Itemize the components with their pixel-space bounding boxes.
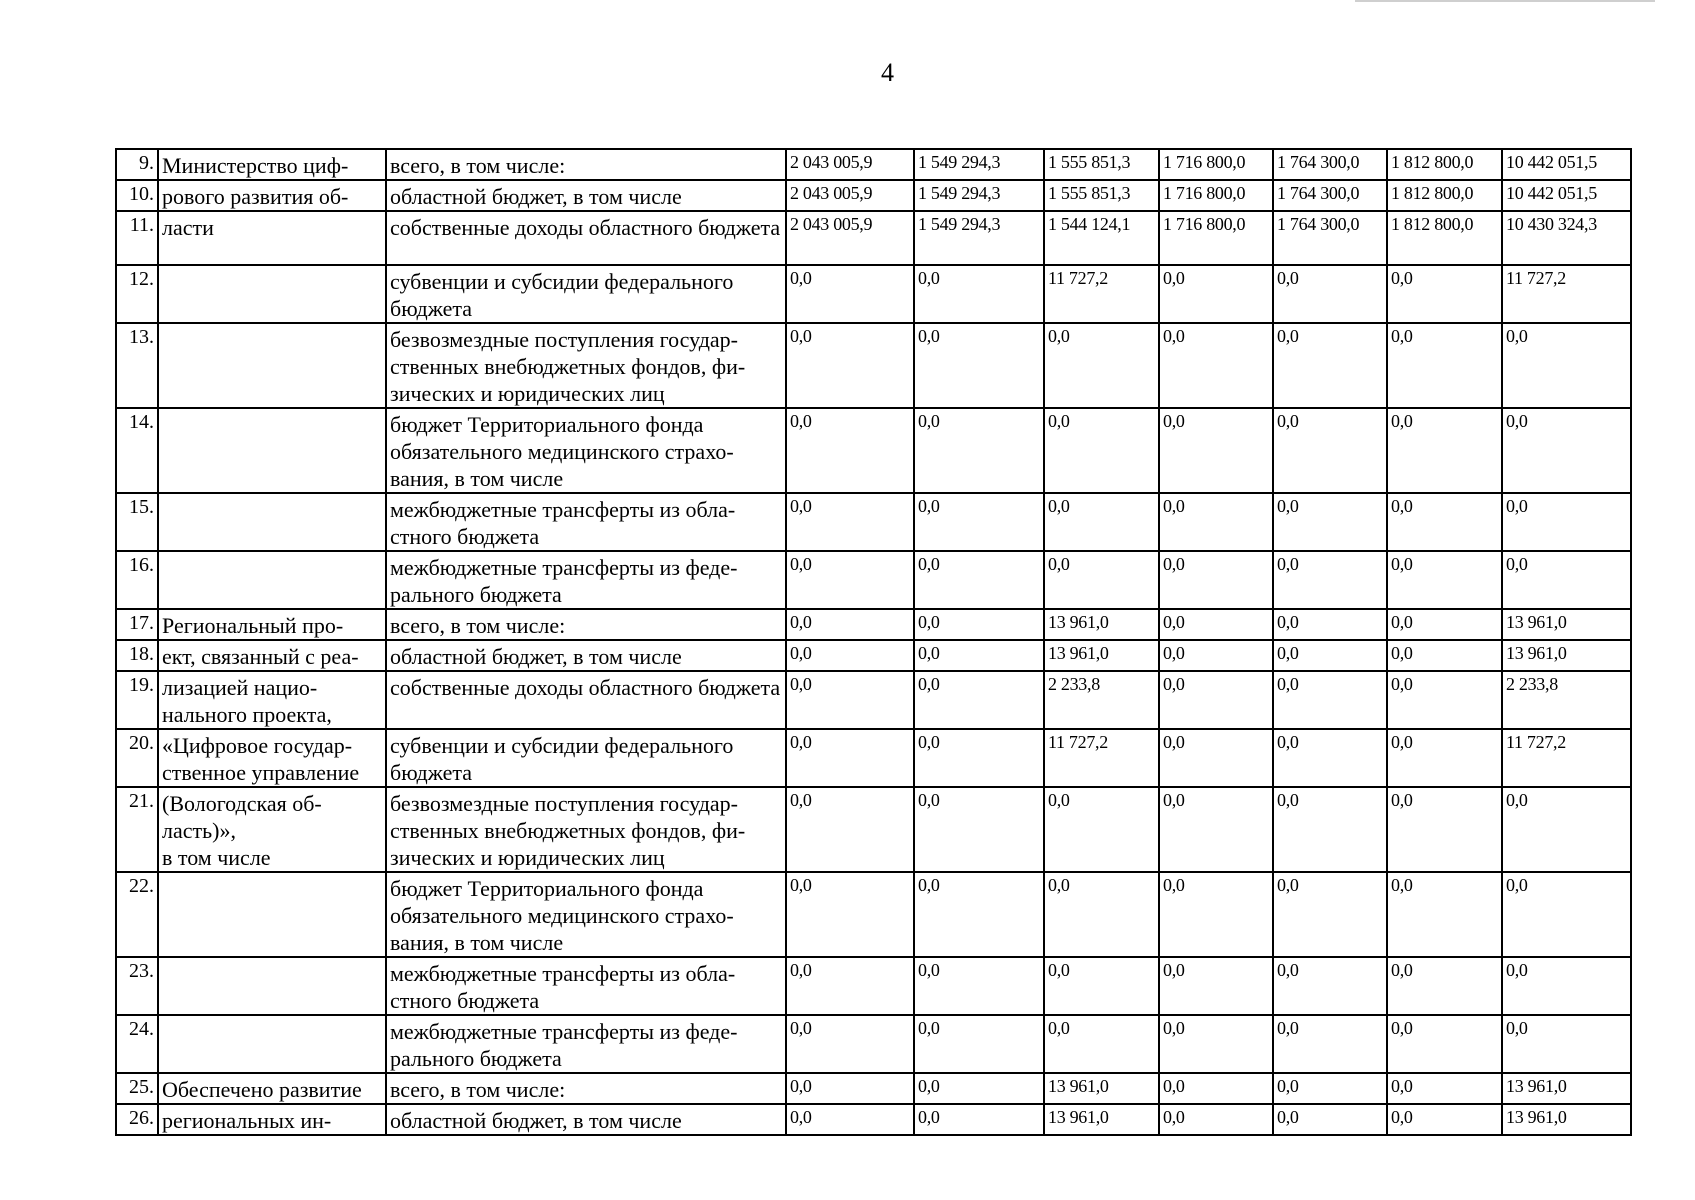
total-value: 0,0: [1502, 493, 1631, 551]
total-value: 0,0: [1502, 957, 1631, 1015]
year-value: 13 961,0: [1044, 1073, 1159, 1104]
year-value: 0,0: [1159, 872, 1273, 957]
year-value: 0,0: [1273, 787, 1387, 872]
year-value: 0,0: [1159, 1015, 1273, 1073]
program-name-cell: [158, 149, 386, 180]
year-value: 0,0: [914, 1015, 1044, 1073]
year-value: 0,0: [1044, 551, 1159, 609]
row-number: 17.: [116, 609, 158, 640]
table-row: [116, 787, 1631, 872]
program-name-line: Министерство циф-: [162, 153, 349, 178]
total-value: 13 961,0: [1502, 640, 1631, 671]
program-name-cell: [158, 265, 386, 323]
program-name-cell: [158, 1015, 386, 1073]
page-number: 4: [881, 58, 894, 87]
year-value: 0,0: [914, 408, 1044, 493]
program-name-line: ект, связанный с реа-: [162, 644, 359, 669]
year-value: 0,0: [786, 729, 914, 787]
program-name-cell: [158, 408, 386, 493]
year-value: 0,0: [1159, 1073, 1273, 1104]
total-value: 11 727,2: [1502, 729, 1631, 787]
year-value: 1 764 300,0: [1273, 180, 1387, 211]
funding-source: всего, в том числе:: [386, 609, 786, 640]
funding-source: областной бюджет, в том числе: [386, 180, 786, 211]
year-value: 0,0: [1044, 408, 1159, 493]
table-row: [116, 551, 1631, 609]
year-value: 0,0: [1273, 1015, 1387, 1073]
year-value: 0,0: [1044, 872, 1159, 957]
program-name-line: ласть)»,: [162, 818, 236, 843]
year-value: 0,0: [786, 640, 914, 671]
year-value: 0,0: [914, 640, 1044, 671]
row-number: 24.: [116, 1015, 158, 1073]
program-name-line: в том числе: [162, 845, 271, 870]
year-value: 0,0: [1044, 493, 1159, 551]
row-number: 19.: [116, 671, 158, 729]
funding-source: областной бюджет, в том числе: [386, 640, 786, 671]
program-name-line: «Цифровое государ-: [162, 733, 353, 758]
total-value: 2 233,8: [1502, 671, 1631, 729]
year-value: 1 716 800,0: [1159, 180, 1273, 211]
program-name-line: региональных ин-: [162, 1108, 332, 1133]
year-value: 0,0: [1159, 957, 1273, 1015]
program-name-line: нального проекта,: [162, 702, 332, 727]
year-value: 1 555 851,3: [1044, 180, 1159, 211]
row-number: 21.: [116, 787, 158, 872]
table-row: [116, 180, 1631, 211]
funding-source: бюджет Территориального фонда обязательного медицинского страхо-вания, в том числе: [386, 872, 786, 957]
year-value: 0,0: [914, 872, 1044, 957]
year-value: 1 716 800,0: [1159, 149, 1273, 180]
program-name-cell: [158, 671, 386, 729]
total-value: 0,0: [1502, 551, 1631, 609]
program-name-line: Обеспечено развитие: [162, 1077, 362, 1102]
year-value: 1 812 800,0: [1387, 211, 1502, 265]
year-value: 0,0: [1387, 872, 1502, 957]
row-number: 23.: [116, 957, 158, 1015]
year-value: 0,0: [786, 671, 914, 729]
program-name-line: Региональный про-: [162, 613, 344, 638]
year-value: 1 812 800,0: [1387, 149, 1502, 180]
year-value: 0,0: [786, 957, 914, 1015]
year-value: 0,0: [914, 265, 1044, 323]
row-number: 20.: [116, 729, 158, 787]
year-value: 0,0: [1044, 787, 1159, 872]
year-value: 0,0: [786, 1104, 914, 1135]
funding-source: безвозмездные поступления государ-ственных внебюджетных фондов, фи-зических и юридических лиц: [386, 323, 786, 408]
total-value: 0,0: [1502, 408, 1631, 493]
program-name-cell: [158, 323, 386, 408]
year-value: 0,0: [1044, 323, 1159, 408]
program-name-cell: [158, 1073, 386, 1104]
scan-edge-mark: [1355, 0, 1655, 2]
program-name-cell: [158, 211, 386, 265]
year-value: 1 764 300,0: [1273, 211, 1387, 265]
program-name-cell: [158, 1104, 386, 1135]
program-name-line: ласти: [162, 215, 214, 240]
year-value: 0,0: [914, 729, 1044, 787]
year-value: 0,0: [1387, 323, 1502, 408]
funding-source: субвенции и субсидии федерального бюджета: [386, 729, 786, 787]
year-value: 0,0: [1273, 729, 1387, 787]
total-value: 13 961,0: [1502, 609, 1631, 640]
row-number: 10.: [116, 180, 158, 211]
year-value: 0,0: [786, 1073, 914, 1104]
program-name-cell: [158, 872, 386, 957]
table-row: [116, 408, 1631, 493]
table-body: [116, 149, 1631, 1135]
year-value: 0,0: [1273, 640, 1387, 671]
table-row: [116, 957, 1631, 1015]
year-value: 0,0: [1387, 671, 1502, 729]
program-name-line: рового развития об-: [162, 184, 349, 209]
year-value: 0,0: [1387, 551, 1502, 609]
year-value: 1 764 300,0: [1273, 149, 1387, 180]
year-value: 0,0: [1273, 408, 1387, 493]
year-value: 0,0: [1159, 729, 1273, 787]
year-value: 0,0: [1387, 957, 1502, 1015]
total-value: 0,0: [1502, 1015, 1631, 1073]
year-value: 2 043 005,9: [786, 149, 914, 180]
year-value: 0,0: [1159, 493, 1273, 551]
year-value: 0,0: [1273, 1104, 1387, 1135]
total-value: 10 442 051,5: [1502, 149, 1631, 180]
program-name-line: (Вологодская об-: [162, 791, 322, 816]
year-value: 0,0: [786, 1015, 914, 1073]
funding-source: субвенции и субсидии федерального бюджета: [386, 265, 786, 323]
year-value: 0,0: [1159, 323, 1273, 408]
total-value: 0,0: [1502, 787, 1631, 872]
year-value: 0,0: [914, 323, 1044, 408]
funding-source: всего, в том числе:: [386, 1073, 786, 1104]
year-value: 1 555 851,3: [1044, 149, 1159, 180]
year-value: 0,0: [1387, 493, 1502, 551]
year-value: 0,0: [786, 551, 914, 609]
table-row: [116, 609, 1631, 640]
total-value: 13 961,0: [1502, 1073, 1631, 1104]
year-value: 0,0: [1387, 1104, 1502, 1135]
year-value: 0,0: [914, 551, 1044, 609]
program-name-line: ственное управление: [162, 760, 360, 785]
year-value: 0,0: [1159, 265, 1273, 323]
year-value: 0,0: [1273, 1073, 1387, 1104]
total-value: 0,0: [1502, 323, 1631, 408]
year-value: 0,0: [786, 408, 914, 493]
year-value: 0,0: [1273, 323, 1387, 408]
year-value: 13 961,0: [1044, 640, 1159, 671]
year-value: 0,0: [1387, 265, 1502, 323]
year-value: 0,0: [1387, 729, 1502, 787]
year-value: 0,0: [1273, 265, 1387, 323]
year-value: 0,0: [914, 957, 1044, 1015]
year-value: 1 812 800,0: [1387, 180, 1502, 211]
year-value: 0,0: [1273, 609, 1387, 640]
year-value: 0,0: [1044, 1015, 1159, 1073]
table-row: [116, 729, 1631, 787]
year-value: 0,0: [1273, 671, 1387, 729]
row-number: 15.: [116, 493, 158, 551]
funding-source: бюджет Территориального фонда обязательного медицинского страхо-вания, в том числе: [386, 408, 786, 493]
year-value: 11 727,2: [1044, 729, 1159, 787]
table-row: [116, 149, 1631, 180]
year-value: 1 549 294,3: [914, 149, 1044, 180]
year-value: 0,0: [1273, 551, 1387, 609]
year-value: 0,0: [1387, 1073, 1502, 1104]
table-row: [116, 211, 1631, 265]
program-name-cell: [158, 729, 386, 787]
year-value: 0,0: [1159, 787, 1273, 872]
program-name-cell: [158, 609, 386, 640]
year-value: 0,0: [1159, 408, 1273, 493]
funding-source: безвозмездные поступления государ-ственных внебюджетных фондов, фи-зических и юридических лиц: [386, 787, 786, 872]
year-value: 0,0: [786, 265, 914, 323]
table-row: [116, 265, 1631, 323]
row-number: 12.: [116, 265, 158, 323]
total-value: 13 961,0: [1502, 1104, 1631, 1135]
table-row: [116, 1015, 1631, 1073]
table-row: [116, 640, 1631, 671]
year-value: 0,0: [786, 493, 914, 551]
year-value: 0,0: [1273, 493, 1387, 551]
budget-table: [115, 148, 1632, 1136]
year-value: 0,0: [1273, 872, 1387, 957]
year-value: 0,0: [1387, 609, 1502, 640]
year-value: 0,0: [914, 787, 1044, 872]
row-number: 9.: [116, 149, 158, 180]
year-value: 0,0: [786, 872, 914, 957]
year-value: 0,0: [786, 609, 914, 640]
year-value: 0,0: [1159, 551, 1273, 609]
row-number: 13.: [116, 323, 158, 408]
year-value: 0,0: [1387, 787, 1502, 872]
table-row: [116, 872, 1631, 957]
row-number: 11.: [116, 211, 158, 265]
row-number: 16.: [116, 551, 158, 609]
year-value: 0,0: [1387, 640, 1502, 671]
year-value: 0,0: [914, 493, 1044, 551]
program-name-cell: [158, 551, 386, 609]
year-value: 1 549 294,3: [914, 180, 1044, 211]
funding-source: межбюджетные трансферты из обла-стного бюджета: [386, 493, 786, 551]
year-value: 0,0: [1044, 957, 1159, 1015]
program-name-line: лизацией нацио-: [162, 675, 318, 700]
total-value: 10 430 324,3: [1502, 211, 1631, 265]
total-value: 0,0: [1502, 872, 1631, 957]
year-value: 0,0: [1387, 1015, 1502, 1073]
table-row: [116, 1104, 1631, 1135]
program-name-cell: [158, 180, 386, 211]
program-name-cell: [158, 493, 386, 551]
funding-source: областной бюджет, в том числе: [386, 1104, 786, 1135]
year-value: 2 043 005,9: [786, 211, 914, 265]
funding-source: собственные доходы областного бюджета: [386, 211, 786, 265]
year-value: 0,0: [1159, 640, 1273, 671]
funding-source: межбюджетные трансферты из обла-стного бюджета: [386, 957, 786, 1015]
year-value: 0,0: [1159, 609, 1273, 640]
year-value: 0,0: [1159, 671, 1273, 729]
table-row: [116, 671, 1631, 729]
year-value: 0,0: [786, 787, 914, 872]
year-value: 0,0: [1273, 957, 1387, 1015]
year-value: 0,0: [914, 1104, 1044, 1135]
year-value: 0,0: [914, 671, 1044, 729]
program-name-cell: [158, 787, 386, 872]
year-value: 11 727,2: [1044, 265, 1159, 323]
row-number: 14.: [116, 408, 158, 493]
program-name-cell: [158, 640, 386, 671]
row-number: 22.: [116, 872, 158, 957]
table-row: [116, 493, 1631, 551]
funding-source: межбюджетные трансферты из феде-рального бюджета: [386, 1015, 786, 1073]
total-value: 10 442 051,5: [1502, 180, 1631, 211]
program-name-cell: [158, 957, 386, 1015]
year-value: 1 716 800,0: [1159, 211, 1273, 265]
year-value: 0,0: [914, 609, 1044, 640]
row-number: 26.: [116, 1104, 158, 1135]
total-value: 11 727,2: [1502, 265, 1631, 323]
year-value: 2 043 005,9: [786, 180, 914, 211]
year-value: 1 549 294,3: [914, 211, 1044, 265]
year-value: 2 233,8: [1044, 671, 1159, 729]
year-value: 13 961,0: [1044, 609, 1159, 640]
funding-source: межбюджетные трансферты из феде-рального бюджета: [386, 551, 786, 609]
table-row: [116, 1073, 1631, 1104]
year-value: 0,0: [786, 323, 914, 408]
funding-source: всего, в том числе:: [386, 149, 786, 180]
funding-source: собственные доходы областного бюджета: [386, 671, 786, 729]
table-row: [116, 323, 1631, 408]
year-value: 0,0: [1387, 408, 1502, 493]
row-number: 25.: [116, 1073, 158, 1104]
year-value: 0,0: [914, 1073, 1044, 1104]
year-value: 13 961,0: [1044, 1104, 1159, 1135]
year-value: 1 544 124,1: [1044, 211, 1159, 265]
row-number: 18.: [116, 640, 158, 671]
year-value: 0,0: [1159, 1104, 1273, 1135]
